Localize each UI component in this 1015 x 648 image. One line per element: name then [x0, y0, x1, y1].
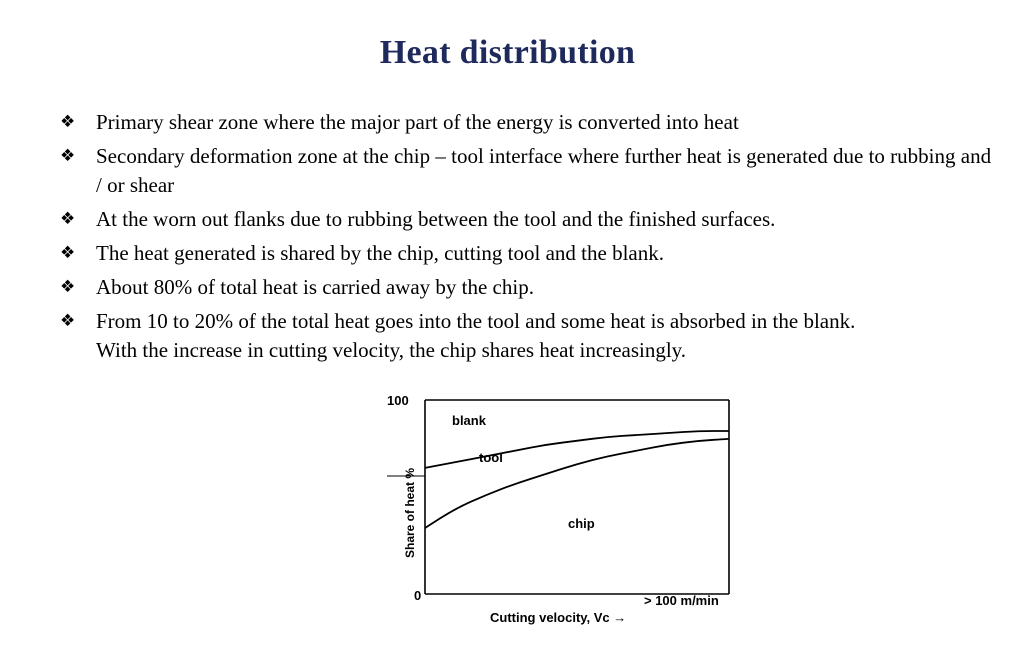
diamond-bullet-icon: ❖: [60, 277, 76, 297]
y-tick-100: 100: [387, 393, 409, 408]
region-label-tool: tool: [479, 450, 503, 465]
x-axis-label: Cutting velocity, Vᴄ →: [490, 610, 627, 625]
series-line-tool: [425, 431, 729, 468]
bullet-text: At the worn out flanks due to rubbing between the tool and the finished surfaces.: [96, 207, 776, 231]
diamond-bullet-icon: ❖: [60, 146, 76, 166]
diamond-bullet-icon: ❖: [60, 209, 76, 229]
bullet-item: [60, 205, 1000, 234]
region-label-blank: blank: [452, 413, 486, 428]
bullet-text: From 10 to 20% of the total heat goes into the tool and some heat is absorbed in the blank.: [96, 309, 856, 333]
slide-title: Heat distribution: [379, 34, 636, 71]
y-tick-0: 0: [414, 588, 422, 603]
bullet-item: [60, 142, 1000, 200]
bullet-text: Secondary deformation zone at the chip – tool interface where further heat is generated due to rubbing and / or shear: [96, 144, 992, 197]
region-label-chip: chip: [568, 516, 595, 531]
bullet-text: Primary shear zone where the major part of the energy is converted into heat: [96, 110, 739, 134]
heat-share-chart: [383, 386, 743, 636]
continuation-text: With the increase in cutting velocity, the chip shares heat increasingly.: [96, 338, 687, 362]
series-line-chip: [425, 439, 729, 528]
bullet-item: [60, 273, 1000, 302]
diamond-bullet-icon: ❖: [60, 311, 76, 331]
x-tick-label: > 100 m/min: [644, 593, 719, 608]
bullet-text: The heat generated is shared by the chip, cutting tool and the blank.: [96, 241, 664, 265]
bullet-item: [60, 108, 1000, 137]
bullet-item: [60, 307, 1000, 336]
y-axis-label: Share of heat %: [403, 467, 417, 558]
bullet-text: About 80% of total heat is carried away by the chip.: [96, 275, 534, 299]
bullet-list: [60, 108, 1000, 365]
diamond-bullet-icon: ❖: [60, 112, 76, 132]
diamond-bullet-icon: ❖: [60, 243, 76, 263]
bullet-item: [60, 239, 1000, 268]
